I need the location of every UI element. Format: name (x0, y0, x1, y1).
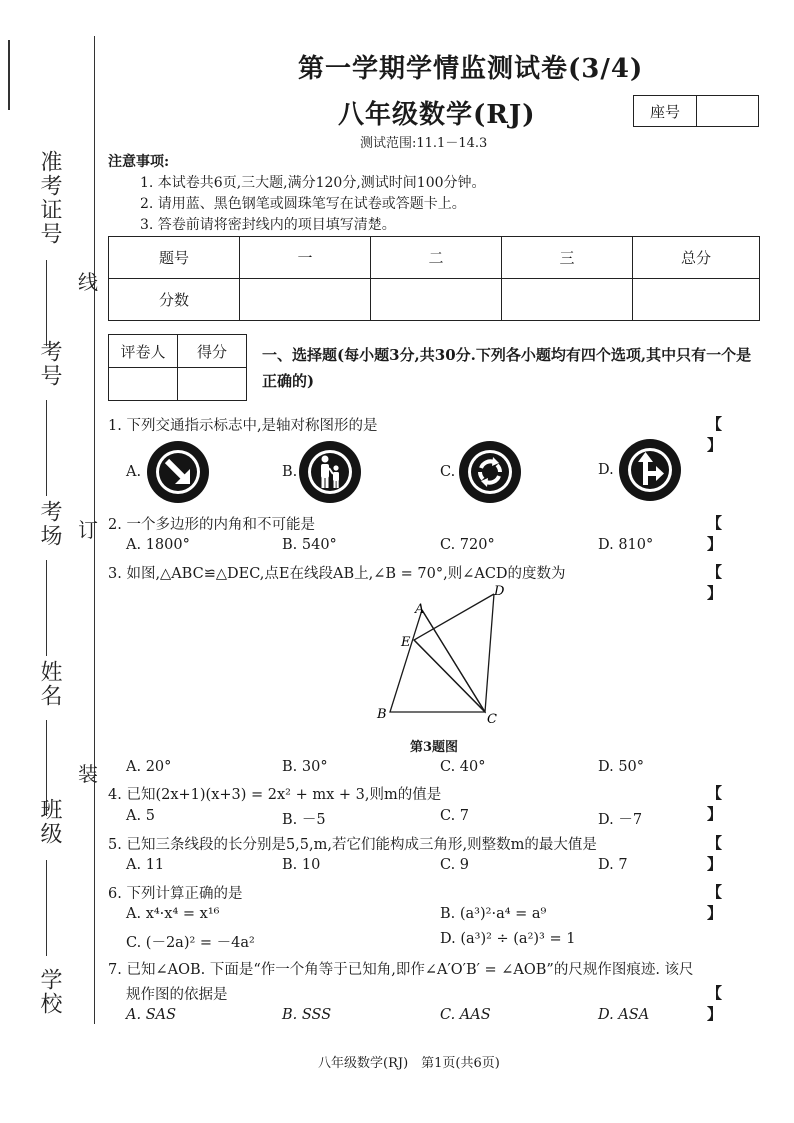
answer-bracket[interactable]: 【 】 (707, 984, 749, 1023)
table-row (109, 335, 247, 368)
seat-number-box (633, 95, 759, 127)
grader-cell[interactable] (109, 368, 178, 401)
seat-number-field[interactable] (697, 96, 758, 126)
notes-heading: 注意事项: (108, 154, 170, 170)
notes-item: 2. 请用蓝、黑色钢笔或圆珠笔写在试卷或答题卡上。 (140, 196, 466, 212)
answer-bracket[interactable]: 【 】 (707, 563, 749, 602)
table-row (109, 368, 247, 401)
question-stem: 4. 已知(2x+1)(x+3) = 2x² + mx + 3,则m的值是 (108, 787, 442, 803)
score-header-cell: 三 (502, 237, 633, 279)
grader-table (108, 334, 247, 401)
option-label: B. 30° (282, 759, 328, 775)
point-label-d: D (494, 584, 505, 599)
margin-field-room (46, 560, 47, 656)
option-label: B. 540° (282, 537, 337, 553)
table-row (109, 279, 760, 321)
margin-label-exam-id: 准考证号 (37, 150, 62, 246)
answer-bracket[interactable]: 【 】 (707, 415, 749, 454)
option-label: D. 50° (598, 759, 645, 775)
seal-char-install: 装 (78, 762, 98, 786)
notes-item: 3. 答卷前请将密封线内的项目填写清楚。 (140, 217, 396, 233)
option-label: D. (598, 462, 614, 478)
score-cell[interactable] (633, 279, 760, 321)
option-label: C. 9 (440, 857, 470, 873)
option-label: A. 11 (126, 857, 165, 873)
triangle-figure (370, 582, 510, 728)
option-label: B. (a³)²·a⁴ = a⁹ (440, 906, 547, 922)
figure-caption: 第3题图 (410, 740, 459, 755)
grader-header-cell: 得分 (178, 335, 247, 368)
roundabout-sign-icon (459, 441, 521, 503)
option-label: C. 7 (440, 808, 470, 824)
question-stem: 3. 如图,△ABC≌△DEC,点E在线段AB上,∠B = 70°,则∠ACD的度数为 (108, 566, 566, 582)
turn-right-sign-icon (619, 439, 681, 501)
option-label: C. 40° (440, 759, 486, 775)
table-row (109, 237, 760, 279)
option-label: B. SSS (282, 1007, 332, 1023)
margin-label-number: 考号 (37, 340, 62, 388)
margin-field-number (46, 400, 47, 496)
answer-bracket[interactable]: 【 】 (707, 834, 749, 873)
option-label: A. 1800° (126, 537, 190, 553)
seal-char-line: 线 (78, 270, 98, 294)
score-header-cell: 二 (371, 237, 502, 279)
score-cell[interactable] (502, 279, 633, 321)
option-label: B. 10 (282, 857, 321, 873)
score-header-cell: 一 (240, 237, 371, 279)
exam-subject: 八年级数学(RJ) (338, 100, 536, 130)
notes-item: 1. 本试卷共6页,三大题,满分120分,测试时间100分钟。 (140, 175, 486, 191)
answer-bracket[interactable]: 【 】 (707, 784, 749, 823)
point-label-b: B (377, 707, 387, 722)
question-stem-continued: 规作图的依据是 (126, 987, 228, 1003)
point-label-e: E (401, 635, 411, 650)
option-label: A. (126, 464, 142, 480)
exam-title: 第一学期学情监测试卷(3/4) (298, 54, 644, 84)
score-table (108, 236, 760, 321)
score-cell[interactable] (371, 279, 502, 321)
grader-header-cell: 评卷人 (109, 335, 178, 368)
segment-ec-aux (414, 640, 485, 712)
option-label: A. 5 (126, 808, 155, 824)
option-label: D. 7 (598, 857, 628, 873)
answer-bracket[interactable]: 【 】 (707, 883, 749, 922)
option-label: A. SAS (126, 1007, 177, 1023)
seat-label: 座号 (634, 96, 697, 126)
section-title: 一、选择题(每小题3分,共30分.下列各小题均有四个选项,其中只有一个是正确的) (262, 346, 752, 390)
question-stem: 5. 已知三条线段的长分别是5,5,m,若它们能构成三角形,则整数m的最大值是 (108, 837, 597, 853)
option-label: D. －7 (598, 812, 643, 828)
answer-bracket[interactable]: 【 】 (707, 514, 749, 553)
margin-label-room: 考场 (37, 500, 62, 548)
margin-field-class (46, 860, 47, 956)
margin-label-class: 班级 (37, 798, 62, 846)
exam-notes (108, 152, 486, 236)
pedestrian-sign-icon (299, 441, 361, 503)
point-label-c: C (487, 712, 497, 727)
option-label: B. －5 (282, 812, 326, 828)
point-label-a: A (415, 602, 425, 617)
margin-label-name: 姓名 (37, 660, 62, 708)
question-stem: 7. 已知∠AOB. 下面是“作一个角等于已知角,即作∠A′O′B′ = ∠AOB”的尺规作图痕迹. 该尺 (108, 962, 694, 978)
option-label: C. (－2a)² = －4a² (126, 935, 255, 951)
option-label: B. (282, 464, 298, 480)
option-label: C. AAS (440, 1007, 491, 1023)
margin-label-school: 学校 (37, 968, 62, 1016)
option-label: C. (440, 464, 456, 480)
option-label: A. 20° (126, 759, 172, 775)
question-stem: 2. 一个多边形的内角和不可能是 (108, 517, 315, 533)
diagonal-arrow-sign-icon (147, 441, 209, 503)
grader-cell[interactable] (178, 368, 247, 401)
option-label: D. ASA (598, 1007, 650, 1023)
question-stem: 6. 下列计算正确的是 (108, 886, 243, 902)
option-label: C. 720° (440, 537, 495, 553)
score-cell[interactable] (240, 279, 371, 321)
option-label: D. (a³)² ÷ (a²)³ = 1 (440, 931, 576, 947)
exam-range: 测试范围:11.1－14.3 (360, 136, 488, 151)
score-header-cell: 题号 (109, 237, 240, 279)
seal-char-bind: 订 (78, 518, 98, 542)
margin-field-exam-id (46, 260, 47, 346)
score-row-label: 分数 (109, 279, 240, 321)
option-label: D. 810° (598, 537, 654, 553)
segment-ac (422, 610, 485, 712)
binding-mark (8, 40, 10, 110)
page-footer: 八年级数学(RJ) 第1页(共6页) (318, 1056, 500, 1071)
option-label: A. x⁴·x⁴ = x¹⁶ (126, 906, 220, 922)
question-stem: 1. 下列交通指示标志中,是轴对称图形的是 (108, 418, 378, 434)
score-header-cell: 总分 (633, 237, 760, 279)
